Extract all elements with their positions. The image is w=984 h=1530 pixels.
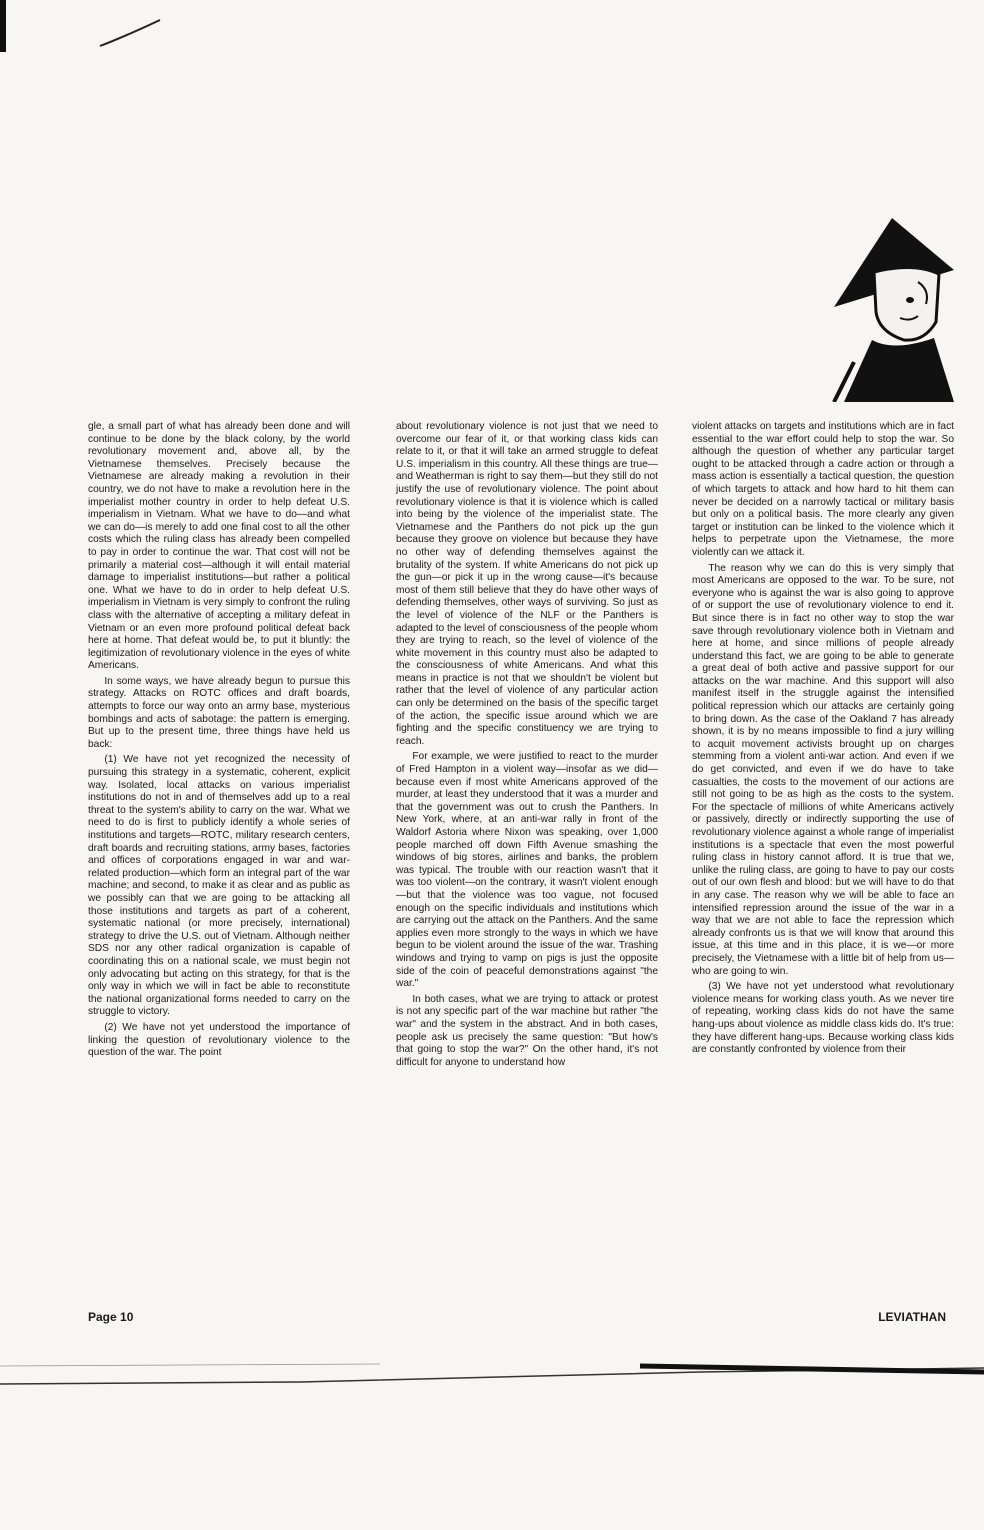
paragraph: gle, a small part of what has already been done and will continue to be done by the black colony, by the world revolutionary movement and, above all, by the Vietnamese themselves. Precisely because the Vietnamese are already making a revolution in their country, we do not have to make a revolution here in the imperialist mother country in order to help defeat U.S. imperialism in Vietnam. What we have to do—and what we can do—is merely to add one final cost to all the other costs which the ruling class has already been compelled to pay in order to continue the war. That cost will not be primarily a material cost—although it will entail material damage to imperialist institutions—but rather a political one. What we have to do in order to help defeat U.S. imperialism in Vietnam is very simply to confront the ruling class with the alternative of accepting a military defeat in Vietnam or an even more profound political defeat back here at home. That defeat would be, to put it bluntly: the legitimization of revolutionary violence in the eyes of white Americans. [88, 421, 350, 672]
text-column-2 [396, 421, 658, 1297]
paragraph: (1) We have not yet recognized the necessity of pursuing this strategy in a systematic, coherent, explicit way. Isolated, local attacks on various imperialist institutions do not in and of themselves add up to a real threat to the system's ability to carry on the war. What we need to do is first to publicly identify a whole series of institutions and targets—ROTC, military research centers, draft boards and recruiting stations, army bases, factories and offices of corporations engaged in war and war-related production—which form an integral part of the war machine; and second, to make it as clear and as public as we possibly can that we are going to be attacking all those institutions and targets as part of a coherent, systematic national (or more precisely, international) strategy to drive the U.S. out of Vietnam. Although neither SDS nor any other radical organization is capable of coordinating this on a national scale, we must begin not only advocating but acting on this strategy, for that is the only way in which we will in fact be able to reconstitute the national organizational forms needed to carry on the struggle to victory. [88, 754, 350, 1018]
scan-pen-stroke [96, 16, 166, 52]
paragraph: violent attacks on targets and institutions which are in fact essential to the war effort could help to stop the war. So although the question of whether any particular target ought to be attacked through a cadre action or through a mass action is essentially a tactical question, the question of which targets to attack and how hard to hit them can never be decided on a narrowly tactical or military basis but only on a political basis. The more clearly any given target or institution can be linked to the violence which it helps to perpetrate upon the Vietnamese, the more violently can we attack it. [692, 421, 954, 558]
scan-bottom-edge [0, 1352, 984, 1392]
paragraph: In some ways, we have already begun to pursue this strategy. Attacks on ROTC offices and draft boards, attempts to force our way onto an army base, mysterious bombings and acts of sabotage: the pattern is emerging. But up to the present time, three things have held us back: [88, 675, 350, 750]
paragraph: In both cases, what we are trying to attack or protest is not any specific part of the war machine but rather "the war" and the system in the abstract. And in both cases, people ask us precisely the same question: "But how's that going to stop the war?" On the other hand, it's not difficult for anyone to understand how [396, 993, 658, 1068]
publication-name: LEVIATHAN [878, 1310, 946, 1324]
paragraph: (2) We have not yet understood the importance of linking the question of revolutionary violence to the question of the war. The point [88, 1021, 350, 1059]
article-body [88, 421, 954, 1297]
paragraph: For example, we were justified to react to the murder of Fred Hampton in a violent way—insofar as we did—because even if most white Americans approved of the murder, at least they understood that it was a murder and that the government was out to crush the Panthers. In New York, where, at an anti-war rally in front of the Waldorf Astoria where Nixon was speaking, over 1,000 people marched off down Fifth Avenue smashing the windows of big stores, airlines and banks, the problem was typical. The trouble with our reaction wasn't that it was too violent—on the contrary, it wasn't violent enough—but that the violence was too vague, not focused enough on the specific individuals and institutions which are carrying out the attack on the Panthers. And the same applies even more strongly to the ways in which we have begun to be violent around the issue of the war. Trashing windows and trying to vamp on pigs is just the opposite side of the coin of peaceful demonstrations against "the war." [396, 751, 658, 990]
text-column-1 [88, 421, 350, 1297]
scan-corner-mark [0, 0, 6, 52]
illustration-figure-icon [814, 212, 964, 402]
paragraph: (3) We have not yet understood what revolutionary violence means for working class youth. As we never tire of repeating, working class kids do not have the same hang-ups about violence as middle class kids do. It's true: they have different hang-ups. Because working class kids are constantly confronted by violence from their [692, 981, 954, 1056]
paragraph: about revolutionary violence is not just that we need to overcome our fear of it, or that working class kids can relate to it, or that it will take an armed struggle to defeat U.S. imperialism in this country. All these things are true—and Weatherman is right to say them—but they still do not justify the use of revolutionary violence. The point about revolutionary violence is that it is violence which is called into being by the violence of the imperialist state. The Vietnamese and the Panthers do not pick up the gun because they groove on violence but because they have no other way of defending themselves against the brutality of the system. If white Americans do not pick up the gun—or pick it up in the wrong cause—it's because most of them still believe that they do have other ways of defending themselves, other ways of surviving. So just as the level of violence of the NLF or the Panthers is adapted to the level of consciousness of the people whom they are trying to reach, so the level of violence of the white movement in this country must also be adapted to the consciousness of white Americans. And what this means in practice is not that we shouldn't be violent but rather that the level of violence of any particular action can only be determined on the basis of the specific target of the action, the specific issue around which we are fighting and the specific constituency we are trying to reach. [396, 421, 658, 747]
text-column-3 [692, 421, 954, 1297]
paragraph: The reason why we can do this is very simply that most Americans are opposed to the war. To be sure, not everyone who is against the war is also going to approve of or support the use of revolutionary violence to end it. But since there is in fact no other way to stop the war save through revolutionary violence both in Vietnam and here at home, and since millions of people already understand this fact, we are going to be able to generate a great deal of both active and passive support for our attacks on the war machine. And this support will also manifest itself in the struggle against the intensified political repression which our attacks are certainly going to bring down. As the case of the Oakland 7 has already shown, it is by no means impossible to find a jury willing to acquit movement activists brought up on charges stemming from a violent anti-war action. And even if we do get convicted, and even if we do have to take casualties, the costs to the movement of our actions are still not going to be as high as the costs to the system. For the spectacle of millions of white Americans actively or passively, directly or indirectly supporting the use of revolutionary violence against a whole range of imperialist institutions is a spectacle that even the most powerful ruling class in history cannot afford. It is true that we, unlike the ruling class, are going to have to pay our costs out of our own flesh and blood: but we will have to do that in any case. The reason why we will be able to face an intensified repression around the issue of the war in a way that we are not able to face the repression which already confronts us is that we will know that around this issue, at this time and in this place, it is we—or more precisely, the Vietnamese with a little bit of help from us—who are going to win. [692, 562, 954, 977]
page-number: Page 10 [88, 1310, 134, 1324]
